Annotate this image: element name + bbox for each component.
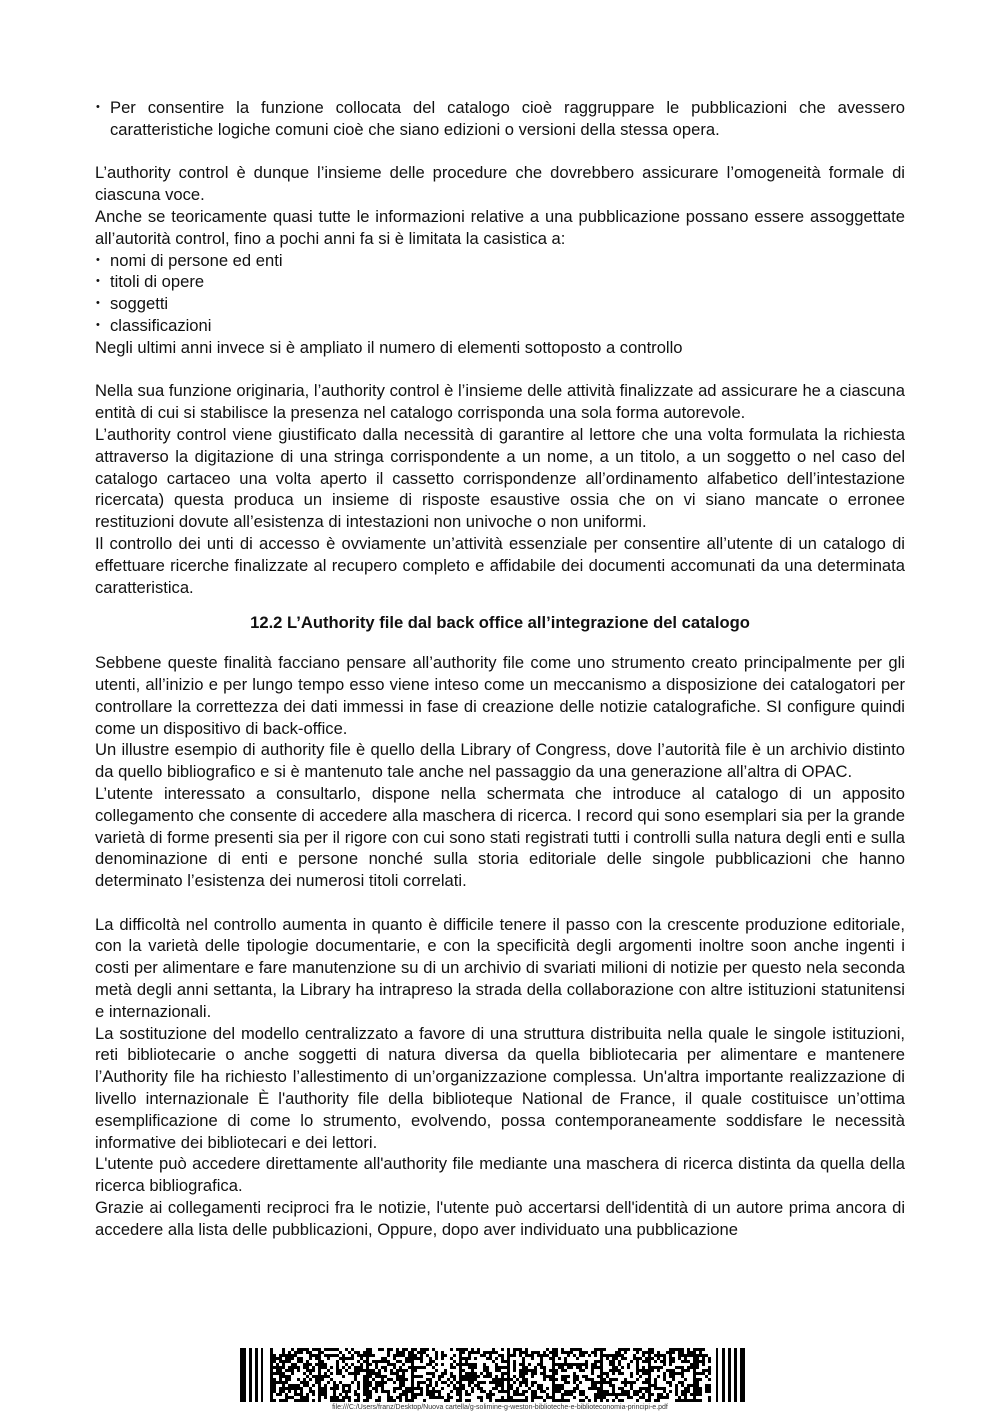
paragraph: L’utente interessato a consultarlo, dispone nella schermata che introduce al catalogo di un apposito collegamento che consente di accedere alla maschera di ricerca. I record qui sono esemplari sia per la grande varietà di forme presenti sia per il rigore con cui sono stati registrati tutti i controlli sulla natura degli enti e sulla denominazione di enti e persone nonché sulla storia editoriale delle singole pubblicazioni che hanno determinato l’esistenza dei numerosi titoli correlati. <box>95 783 905 891</box>
bullet-icon: • <box>96 318 100 331</box>
list-item <box>95 250 905 272</box>
paragraph: L'utente può accedere direttamente all'authority file mediante una maschera di ricerca distinta da quella della ricerca bibliografica. <box>95 1154 905 1196</box>
list-item <box>95 271 905 293</box>
paragraph: Sebbene queste finalità facciano pensare all’authority file come uno strumento creato principalmente per gli utenti, all’inizio e per lungo tempo esso viene inteso come un meccanismo a disposizione dei catalogatori per controllare la correttezza dei dati immessi in fase di creazione delle notizie catalografiche. SI configure quindi come un dispositivo di back-office. <box>95 653 905 738</box>
paragraph: Grazie ai collegamenti reciproci fra le notizie, l'utente può accertarsi dell'identità di un autore prima ancora di accedere alla lista delle pubblicazioni, Oppure, dopo aver individuato una pubblicazione <box>95 1198 905 1239</box>
list-item-text: classificazioni <box>110 315 212 335</box>
list-item <box>95 293 905 315</box>
bullet-list-categories <box>95 250 905 337</box>
paragraph: Negli ultimi anni invece si è ampliato il numero di elementi sottoposto a controllo <box>95 337 683 357</box>
paragraph: La difficoltà nel controllo aumenta in quanto è difficile tenere il passo con la crescente produzione editoriale, con la varietà delle tipologie documentarie, e con la specificità degli argomenti inoltre soon anche ingenti i costi per alimentare e fare manutenzione su di un archivio di svariati milioni di notizie per questo nela seconda metà degli anni settanta, la Library ha intrapreso la strada della collaborazione con altre istituzioni statunitensi e internazionali. <box>95 914 905 1021</box>
section-heading: 12.2 L’Authority file dal back office all’integrazione del catalogo <box>250 613 750 633</box>
list-item-text: titoli di opere <box>110 272 205 292</box>
list-item-text: Per consentire la funzione collocata del catalogo cioè raggruppare le pubblicazioni che avessero caratteristiche logiche comuni cioè che siano edizioni o versioni della stessa opera. <box>110 98 905 139</box>
bullet-icon: • <box>96 275 100 288</box>
bullet-icon: • <box>96 253 100 266</box>
paragraph: Anche se teoricamente quasi tutte le informazioni relative a una pubblicazione possano essere assoggettate all’autorità control, fino a pochi anni fa si è limitata la casistica a: <box>95 206 905 248</box>
list-item <box>95 97 905 141</box>
paragraph: L’authority control viene giustificato dalla necessità di garantire al lettore che una volta formulata la richiesta attraverso la digitazione di una stringa corrispondente a un nome, a un titolo, a un soggetto o nel caso del catalogo cartaceo una volta aperto il cassetto corrispondenze all’ordinamento alfabetico dell’intestazione ricercata) questa produca un insieme di risposte esaustive ossia che on vi siano mancate o erronee restituzioni dovute all’esistenza di intestazioni non univoche o non uniformi. <box>95 424 905 532</box>
list-item <box>95 315 905 337</box>
document-body <box>95 97 905 1241</box>
paragraph: La sostituzione del modello centralizzato a favore di una struttura distribuita nella quale le singole istituzioni, reti bibliotecarie o anche soggetti di natura diversa da quella bibliotecaria per alimentare e mantenere l’Authority file ha richiesto l’allestimento di un’organizzazione complessa. Un'altra importante realizzazione di livello internazionale È l'authority file della biblioteque National de France, il quale costituisce un’ottima esemplificazione di come lo strumento, evolvendo, possa contemporaneamente soddisfare le necessità informative dei bibliotecari e dei lettori. <box>95 1023 905 1152</box>
bullet-icon: • <box>96 297 100 310</box>
list-item-text: nomi di persone ed enti <box>110 250 283 270</box>
paragraph: Nella sua funzione originaria, l’authority control è l’insieme delle attività finalizzate ad assicurare he a ciascuna entità di cui si stabilisce la presenza nel catalogo corrisponda una sola forma autorevole. <box>95 381 905 423</box>
paragraph: L’authority control è dunque l’insieme delle procedure che dovrebbero assicurare l’omogeneità formale di ciascuna voce. <box>95 163 905 205</box>
paragraph: Il controllo dei unti di accesso è ovviamente un’attività essenziale per consentire all’utente di un catalogo di effettuare ricerche finalizzate al recupero completo e affidabile dei documenti accomunati da una determinata caratteristica. <box>95 533 905 597</box>
barcode-icon <box>240 1348 745 1402</box>
list-item-text: soggetti <box>110 294 169 314</box>
bullet-icon: • <box>96 101 100 113</box>
paragraph: Un illustre esempio di authority file è quello della Library of Congress, dove l’autorità file è un archivio distinto da quello bibliografico e si è mantenuto tale anche nel passaggio da una generazione all’altra di OPAC. <box>95 740 905 782</box>
file-path-footer: file:///C:/Users/franz/Desktop/Nuova cartella/g-solimine-g-weston-biblioteche-e-biblioteconomia-principi-e.pdf <box>332 1404 668 1411</box>
bullet-list-top <box>95 97 905 141</box>
